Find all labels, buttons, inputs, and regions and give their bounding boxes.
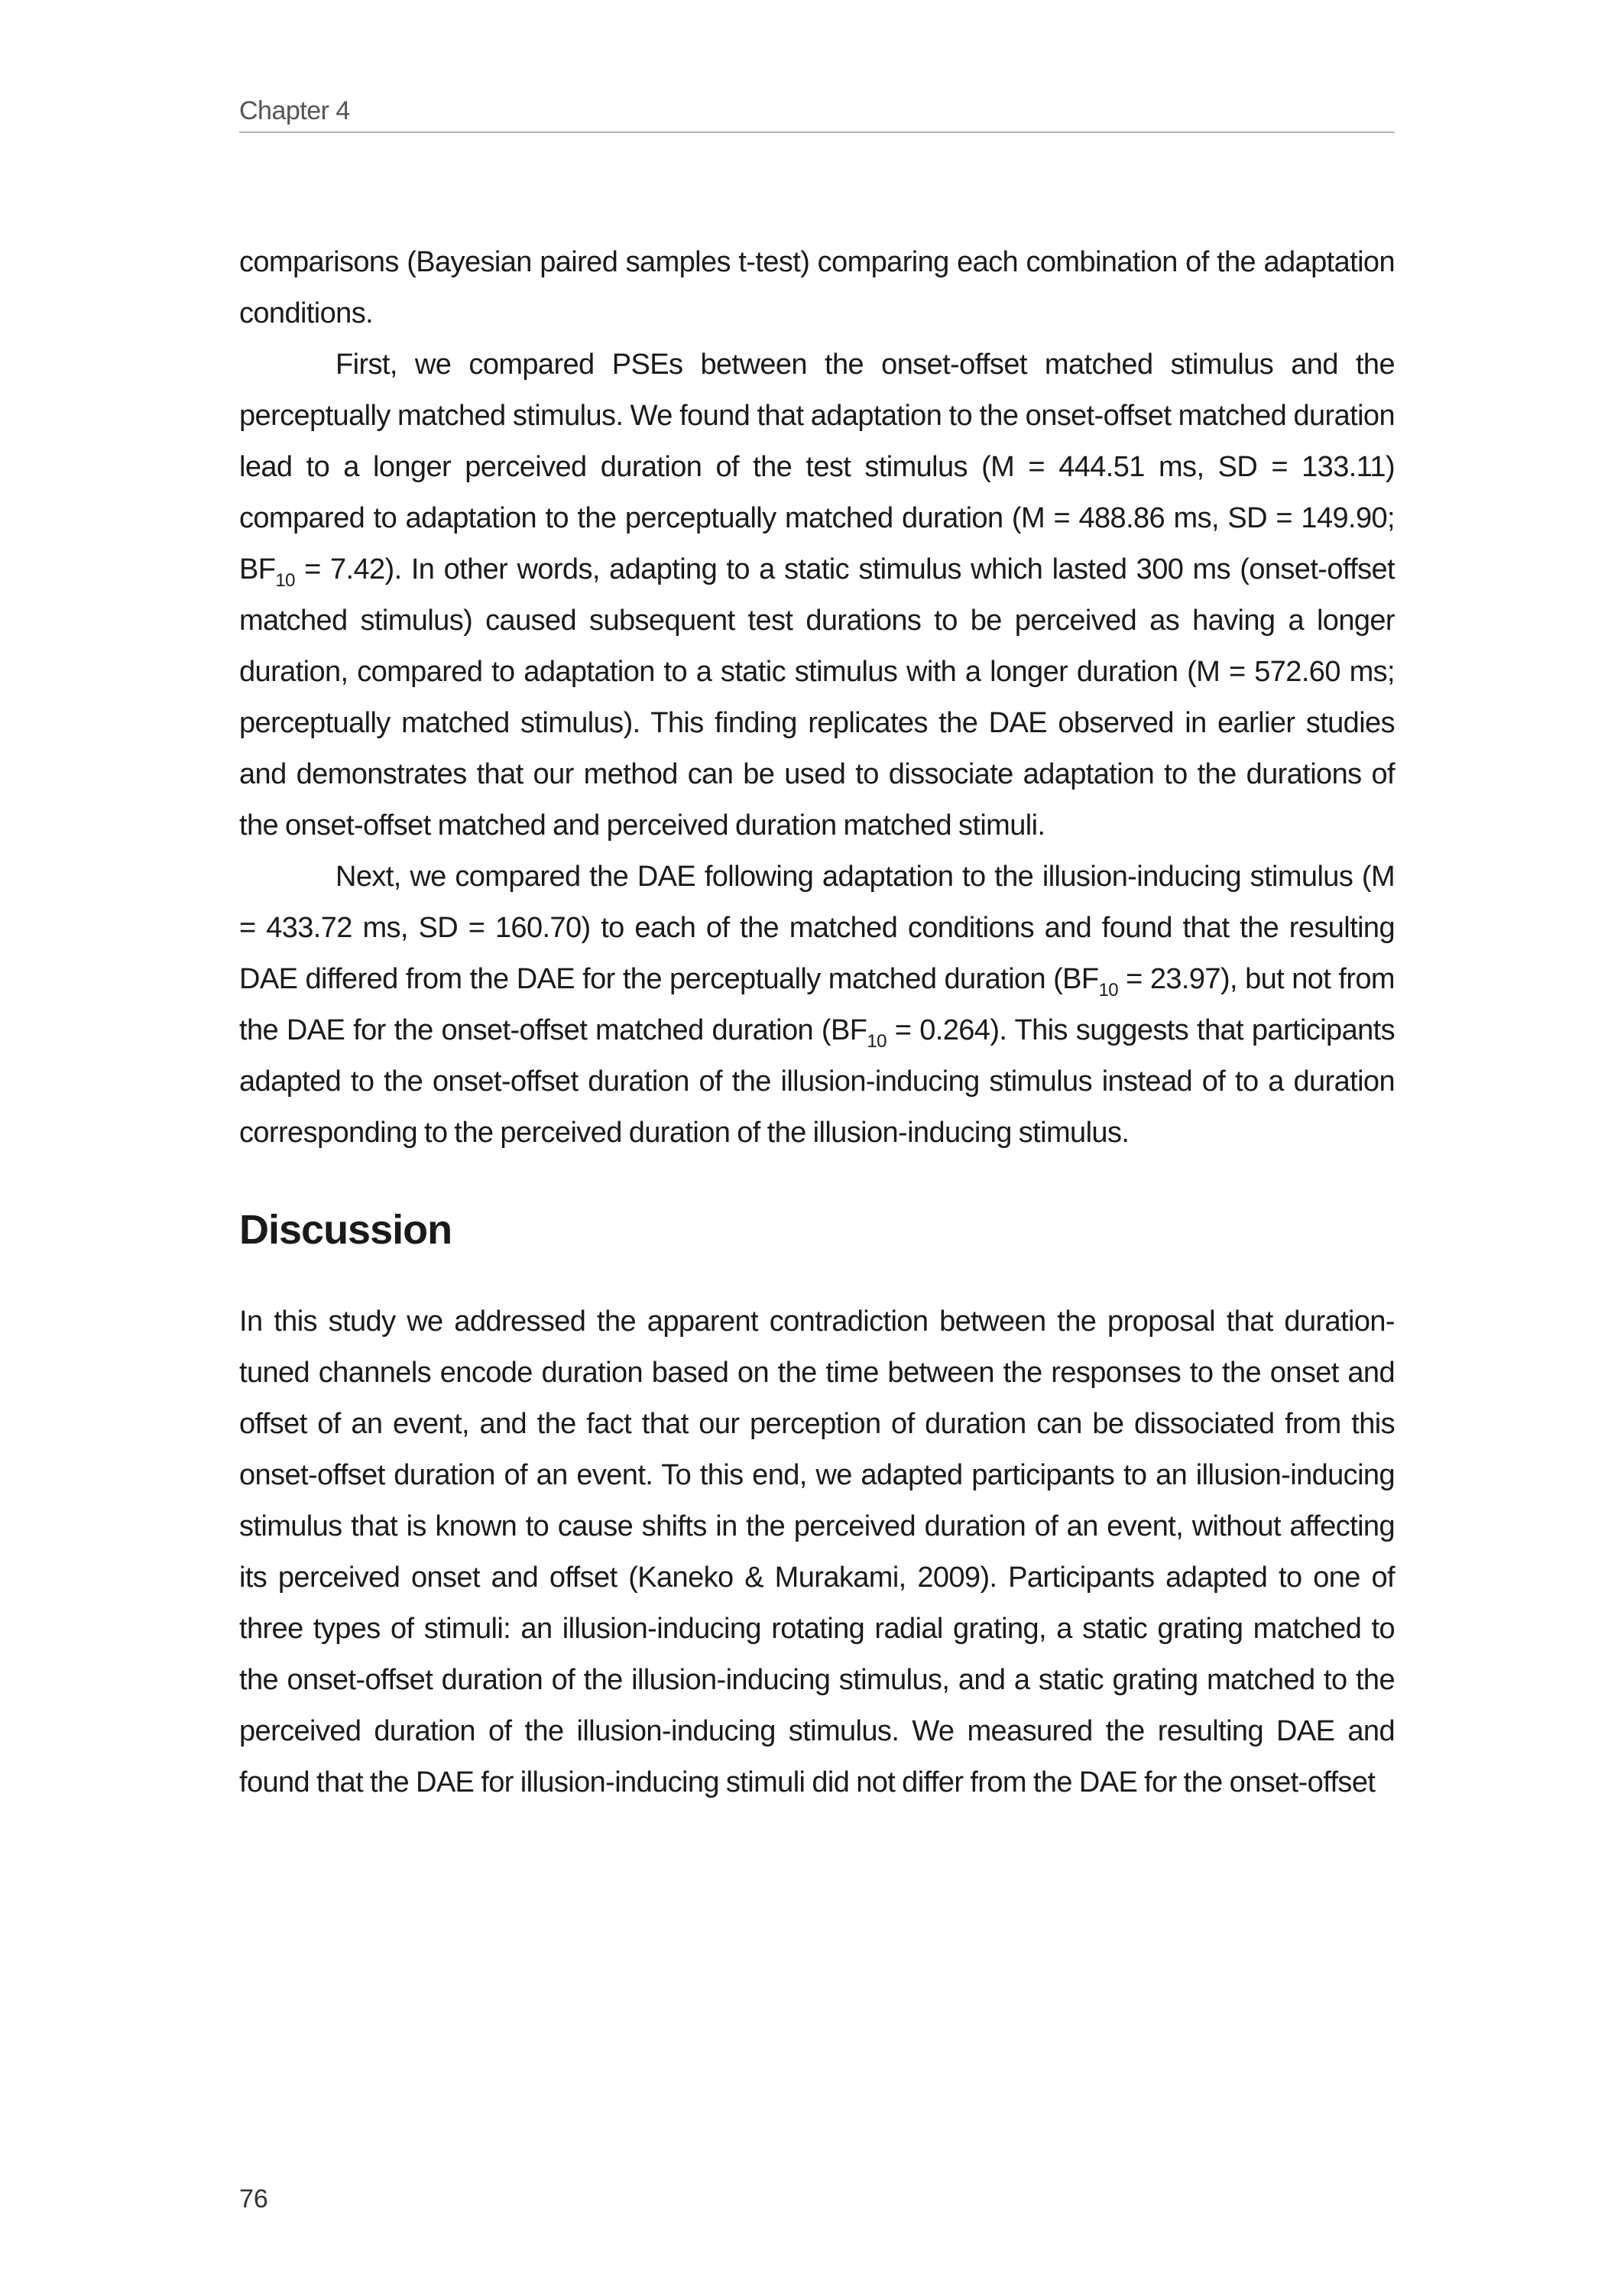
subscript: 10 [1098, 980, 1119, 1001]
text-segment: Next, we compared the DAE following adaptation to the illusion-inducing stimulus (M = 433.72 ms, SD = 160.70) to each of the matched conditions and found that the resulting DAE differed from the DAE for the perceptually matched duration (BF [239, 861, 1395, 995]
text-segment: = 0.264). This suggests that participants adapted to the onset-offset duration of the illusion-inducing stimulus instead of to a duration corresponding to the perceived duration of the illusion-inducing stimulus. [239, 1014, 1395, 1149]
paragraph-continuation: comparisons (Bayesian paired samples t-test) comparing each combination of the adaptation conditions. [239, 246, 1395, 329]
paragraph-pse-comparison [239, 339, 1395, 851]
subscript: 10 [867, 1031, 887, 1052]
chapter-title: Chapter 4 [239, 96, 350, 125]
page-body [239, 237, 1395, 1808]
page-number: 76 [239, 2184, 268, 2214]
text-segment: = 7.42). In other words, adapting to a static stimulus which lasted 300 ms (onset-offset matched stimulus) caused subsequent test durations to be perceived as having a longer duration, compared to adaptation to a static stimulus with a longer duration (M = 572.60 ms; perceptually matched stimulus). This finding replicates the DAE observed in earlier studies and demonstrates that our method can be used to dissociate adaptation to the durations of the onset-offset matched and perceived duration matched stimuli. [239, 553, 1395, 842]
running-header [239, 93, 1395, 133]
text-segment: = 23.97), but not from the DAE for the onset-offset matched duration (BF [239, 963, 1395, 1046]
paragraph-dae-comparison [239, 851, 1395, 1159]
subscript: 10 [275, 570, 295, 591]
section-heading-discussion: Discussion [239, 1207, 452, 1253]
text-segment: First, we compared PSEs between the onset-offset matched stimulus and the perceptually matched stimulus. We found that adaptation to the onset-offset matched duration lead to a longer perceived duration of the test stimulus (M = 444.51 ms, SD = 133.11) compared to adaptation to the perceptually matched duration (M = 488.86 ms, SD = 149.90; BF [239, 349, 1395, 585]
paragraph-discussion: In this study we addressed the apparent contradiction between the proposal that duration-tuned channels encode duration based on the time between the responses to the onset and offset of an event, and the fact that our perception of duration can be dissociated from this onset-offset duration of an event. To this end, we adapted participants to an illusion-inducing stimulus that is known to cause shifts in the perceived duration of an event, without affecting its perceived onset and offset (Kaneko & Murakami, 2009). Participants adapted to one of three types of stimuli: an illusion-inducing rotating radial grating, a static grating matched to the onset-offset duration of the illusion-inducing stimulus, and a static grating matched to the perceived duration of the illusion-inducing stimulus. We measured the resulting DAE and found that the DAE for illusion-inducing stimuli did not differ from the DAE for the onset-offset [239, 1305, 1395, 1798]
